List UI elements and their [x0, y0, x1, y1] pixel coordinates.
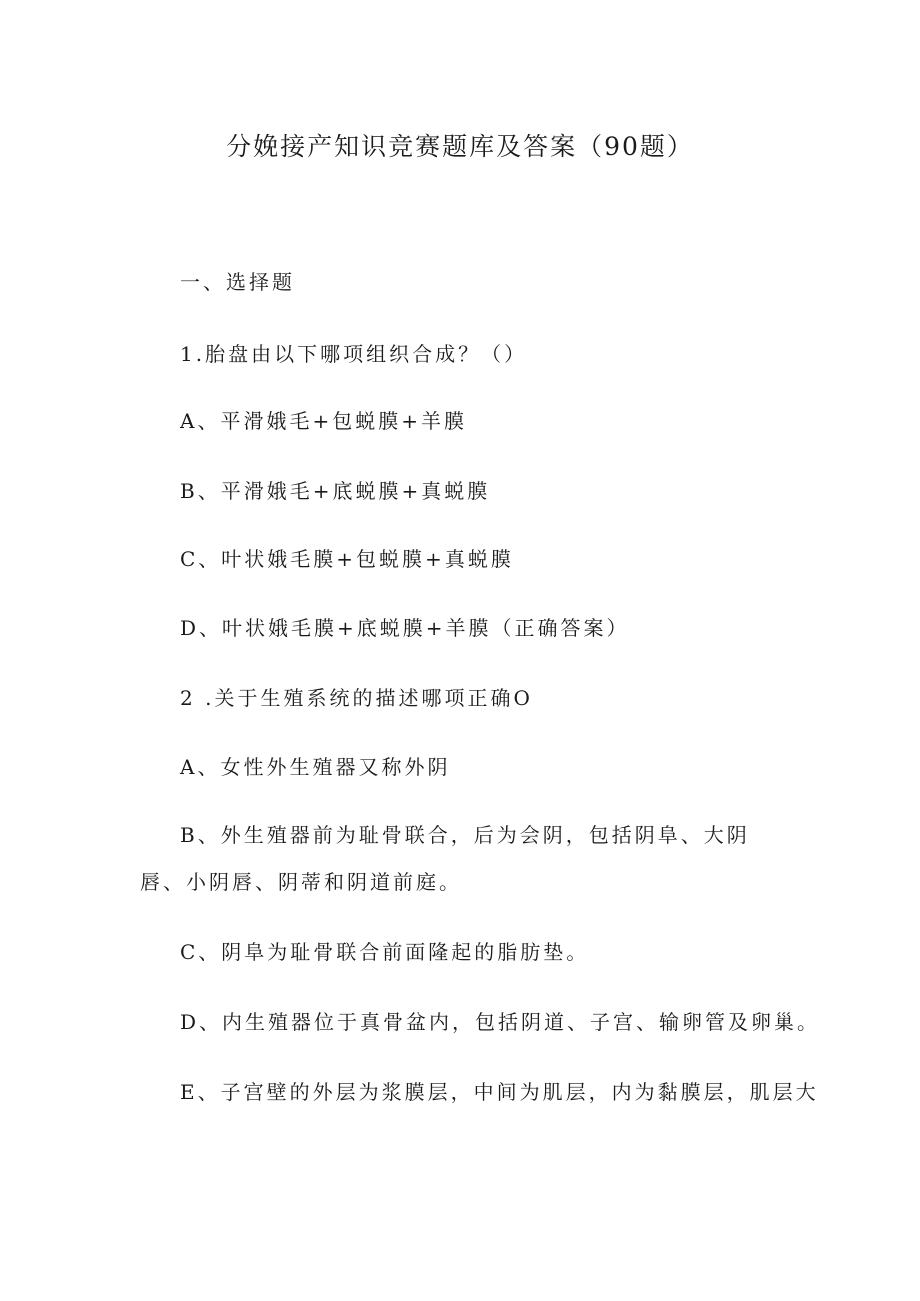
question-1-option-a: A、平滑娥毛+包蜕膜+羊膜	[180, 409, 467, 433]
question-2-stem: 2 .关于生殖系统的描述哪项正确O	[180, 686, 533, 710]
question-1-option-b: B、平滑娥毛+底蜕膜+真蜕膜	[180, 479, 491, 503]
question-2-option-d: D、内生殖器位于真骨盆内，包括阴道、子宫、输卵管及卵巢。	[180, 1010, 821, 1034]
section-heading: 一、选择题	[180, 270, 295, 294]
question-1-option-d: D、叶状娥毛膜+底蜕膜+羊膜（正确答案）	[180, 616, 630, 640]
question-2-option-c: C、阴阜为耻骨联合前面隆起的脂肪垫。	[180, 940, 590, 964]
question-2-option-b: B、外生殖器前为耻骨联合，后为会阴，包括阴阜、大阴唇、小阴唇、阴蒂和阴道前庭。	[140, 823, 750, 894]
question-1-option-c: C、叶状娥毛膜+包蜕膜+真蜕膜	[180, 547, 514, 571]
document-title: 分娩接产知识竞赛题库及答案（90题）	[226, 132, 694, 161]
question-2-option-a: A、女性外生殖器又称外阴	[180, 755, 451, 779]
question-1-stem: 1.胎盘由以下哪项组织合成？（）	[180, 342, 528, 366]
question-2-option-e: E、子宫壁的外层为浆膜层，中间为肌层，内为黏膜层，肌层大	[180, 1080, 819, 1104]
